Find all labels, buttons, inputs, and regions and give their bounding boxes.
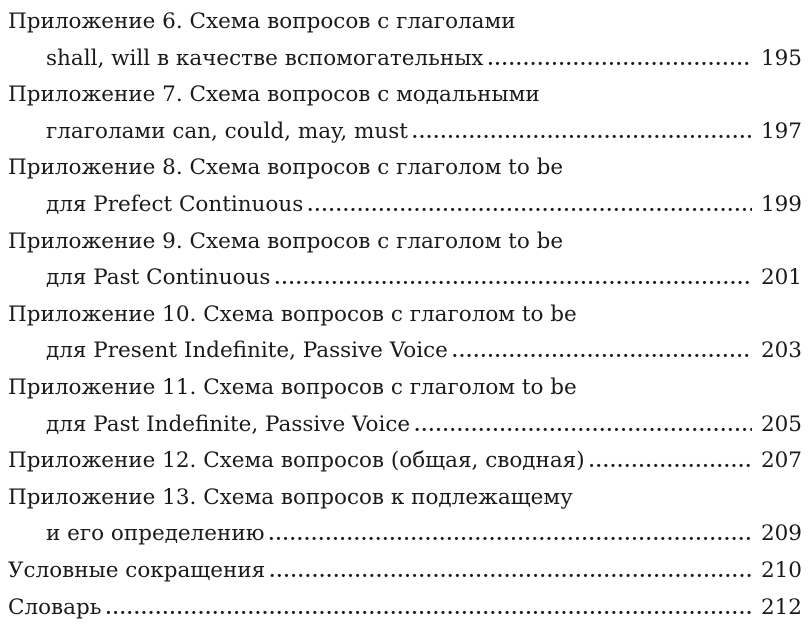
toc-entry-title-line [8, 4, 802, 41]
toc-entry-text: Приложение 13. Схема вопросов к подлежащему [8, 480, 573, 517]
toc-page-number: 197 [758, 114, 802, 151]
toc-entry-text: Словарь [8, 590, 101, 627]
toc-entry-title-line [8, 480, 802, 517]
toc-entry-title-line [8, 224, 802, 261]
dot-leader [105, 591, 752, 627]
toc-entry-text: для Present Indefinite, Passive Voice [46, 333, 448, 370]
toc-entry-text: для Past Indefinite, Passive Voice [46, 407, 410, 444]
toc-entry-text: и его определению [46, 516, 264, 553]
toc-entry-line[interactable] [8, 590, 802, 627]
dot-leader [589, 444, 752, 481]
toc-entry-title-line [8, 370, 802, 407]
toc-entry-line[interactable] [8, 114, 802, 151]
toc-entry-text: глаголами can, could, may, must [46, 114, 408, 151]
toc-page-number: 199 [758, 187, 802, 224]
toc-entry-line[interactable] [8, 333, 802, 370]
toc-entry-title-line [8, 297, 802, 334]
toc-entry-text: Приложение 8. Схема вопросов с глаголом to be [8, 150, 563, 187]
dot-leader [414, 408, 752, 445]
toc-entry-text: shall, will в качестве вспомогательных [46, 41, 483, 78]
toc-page-number: 203 [758, 333, 802, 370]
table-of-contents [8, 4, 802, 626]
dot-leader [452, 334, 752, 371]
dot-leader [268, 517, 752, 554]
toc-page-number: 201 [758, 260, 802, 297]
toc-entry-text: Приложение 10. Схема вопросов с глаголом to be [8, 297, 577, 334]
toc-entry-line[interactable] [8, 516, 802, 553]
toc-entry-line[interactable] [8, 260, 802, 297]
dot-leader [412, 115, 752, 152]
toc-entry-line[interactable] [8, 407, 802, 444]
toc-entry-text: Приложение 6. Схема вопросов с глаголами [8, 4, 516, 41]
dot-leader [274, 261, 752, 298]
toc-entry-title-line [8, 150, 802, 187]
toc-entry-title-line [8, 77, 802, 114]
toc-entry-text: Условные сокращения [8, 553, 265, 590]
toc-entry-line[interactable] [8, 443, 802, 480]
toc-page-number: 212 [758, 590, 802, 627]
toc-entry-text: Приложение 9. Схема вопросов с глаголом to be [8, 224, 563, 261]
toc-entry-text: Приложение 12. Схема вопросов (общая, сводная) [8, 443, 585, 480]
toc-entry-text: для Prefect Continuous [46, 187, 303, 224]
toc-entry-text: Приложение 7. Схема вопросов с модальными [8, 77, 540, 114]
toc-entry-line[interactable] [8, 553, 802, 590]
toc-entry-line[interactable] [8, 41, 802, 78]
dot-leader [487, 42, 752, 79]
toc-page-number: 207 [758, 443, 802, 480]
toc-page-number: 209 [758, 516, 802, 553]
toc-entry-text: для Past Continuous [46, 260, 270, 297]
toc-page-number: 205 [758, 407, 802, 444]
toc-entry-text: Приложение 11. Схема вопросов с глаголом to be [8, 370, 577, 407]
toc-page-number: 195 [758, 41, 802, 78]
dot-leader [269, 554, 752, 591]
toc-page-number: 210 [758, 553, 802, 590]
toc-entry-line[interactable] [8, 187, 802, 224]
dot-leader [307, 188, 752, 225]
